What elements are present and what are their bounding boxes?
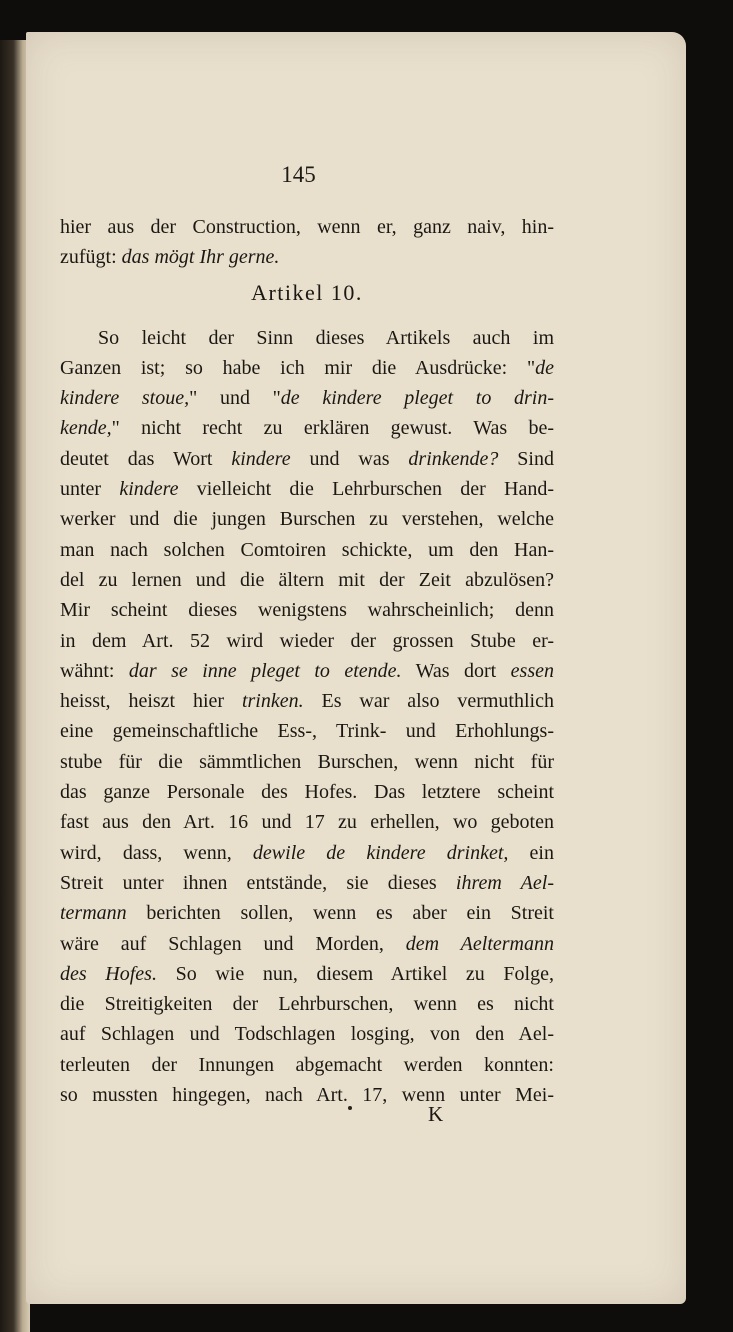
text-segment: und was	[290, 447, 409, 470]
italic-text-segment: dem Aeltermann	[405, 932, 554, 955]
text-line	[60, 323, 554, 353]
text-line	[60, 838, 554, 868]
text-segment: " und "	[189, 387, 281, 410]
text-line	[60, 1050, 554, 1080]
text-segment: So leicht der Sinn dieses Artikels auch im	[98, 326, 554, 349]
text-line	[60, 777, 554, 807]
text-line	[60, 1080, 554, 1110]
text-segment: Artikel 10.	[251, 279, 363, 305]
text-segment: zufügt:	[60, 246, 122, 269]
text-line	[60, 929, 554, 959]
text-segment: del zu lernen und die ältern mit der Zeit abzulösen?	[60, 568, 554, 591]
text-segment: wähnt:	[60, 659, 129, 682]
text-segment: So wie nun, diesem Artikel zu Folge,	[156, 962, 554, 985]
section-heading	[60, 273, 554, 323]
text-segment: fast aus den Art. 16 und 17 zu erhellen, wo geboten	[60, 811, 554, 834]
text-segment: stube für die sämmtlichen Burschen, wenn nicht für	[60, 750, 554, 773]
text-segment: " nicht recht zu erklären gewust. Was be-	[111, 417, 554, 440]
italic-text-segment: kindere stoue,	[60, 387, 190, 410]
italic-text-segment: trinken.	[241, 690, 304, 713]
text-segment: Was dort	[401, 659, 511, 682]
page-body-text	[60, 212, 554, 1110]
text-line	[60, 474, 554, 504]
text-segment: deutet das Wort	[60, 447, 232, 470]
text-line	[60, 868, 554, 898]
printer-mark-dot	[348, 1106, 352, 1110]
text-segment: Es war also vermuthlich	[303, 690, 554, 713]
text-segment: hier aus der Construction, wenn er, ganz naiv, hin-	[60, 216, 554, 238]
text-segment: unter	[60, 478, 120, 501]
text-segment: eine gemeinschaftliche Ess-, Trink- und Erhohlungs-	[60, 720, 554, 743]
text-segment: so mussten hingegen, nach Art. 17, wenn unter Mei-	[60, 1084, 554, 1107]
italic-text-segment: des Hofes.	[60, 962, 157, 985]
text-segment: ein	[508, 841, 554, 864]
text-segment: auf Schlagen und Todschlagen losging, von den Ael-	[60, 1023, 554, 1046]
text-segment: berichten sollen, wenn es aber ein Streit	[126, 902, 554, 925]
text-line	[60, 989, 554, 1019]
text-line	[60, 686, 554, 716]
italic-text-segment: de	[535, 356, 554, 379]
text-line	[60, 242, 554, 272]
text-line	[60, 626, 554, 656]
text-line	[60, 747, 554, 777]
text-segment: terleuten der Innungen abgemacht werden konnten:	[60, 1053, 554, 1076]
italic-text-segment: kindere	[119, 478, 179, 501]
signature-mark: K	[428, 1102, 444, 1126]
text-segment: Ganzen ist; so habe ich mir die Ausdrücke: "	[60, 356, 536, 379]
italic-text-segment: kindere	[231, 447, 291, 470]
text-line	[60, 504, 554, 534]
text-line	[60, 959, 554, 989]
text-segment: die Streitigkeiten der Lehrburschen, wenn es nicht	[60, 993, 554, 1016]
italic-text-segment: dewile de kindere drinket,	[252, 841, 509, 864]
text-segment: heisst, heiszt hier	[60, 690, 242, 713]
text-line	[60, 212, 554, 242]
text-segment: wird, dass, wenn,	[60, 841, 253, 864]
text-segment: vielleicht die Lehrburschen der Hand-	[178, 478, 554, 501]
text-segment: man nach solchen Comtoiren schickte, um den Han-	[60, 538, 554, 561]
text-segment: das ganze Personale des Hofes. Das letztere scheint	[60, 781, 554, 804]
page-number: 145	[281, 162, 316, 187]
italic-text-segment: das mögt Ihr gerne.	[121, 246, 280, 269]
text-line	[60, 535, 554, 565]
italic-text-segment: dar se inne pleget to etende.	[128, 659, 402, 682]
text-line	[60, 656, 554, 686]
text-line	[60, 383, 554, 413]
text-segment: in dem Art. 52 wird wieder der grossen Stube er-	[60, 629, 554, 652]
text-segment: Mir scheint dieses wenigstens wahrscheinlich; denn	[60, 599, 554, 622]
italic-text-segment: de kindere pleget to drin-	[280, 387, 555, 410]
text-segment: Sind	[498, 447, 554, 470]
italic-text-segment: essen	[510, 659, 554, 682]
italic-text-segment: ihrem Ael-	[455, 871, 554, 894]
text-line	[60, 565, 554, 595]
italic-text-segment: kende,	[60, 417, 112, 440]
italic-text-segment: drinkende?	[408, 447, 499, 470]
text-line	[60, 413, 554, 443]
text-segment: wäre auf Schlagen und Morden,	[60, 932, 406, 955]
book-page	[26, 32, 686, 1304]
text-line	[60, 716, 554, 746]
text-line	[60, 353, 554, 383]
text-segment: Streit unter ihnen entstände, sie dieses	[60, 871, 456, 894]
text-line	[60, 1019, 554, 1049]
text-line	[60, 444, 554, 474]
italic-text-segment: termann	[60, 902, 127, 925]
text-line	[60, 595, 554, 625]
text-segment: werker und die jungen Burschen zu verstehen, welche	[60, 508, 554, 531]
text-line	[60, 898, 554, 928]
text-line	[60, 807, 554, 837]
